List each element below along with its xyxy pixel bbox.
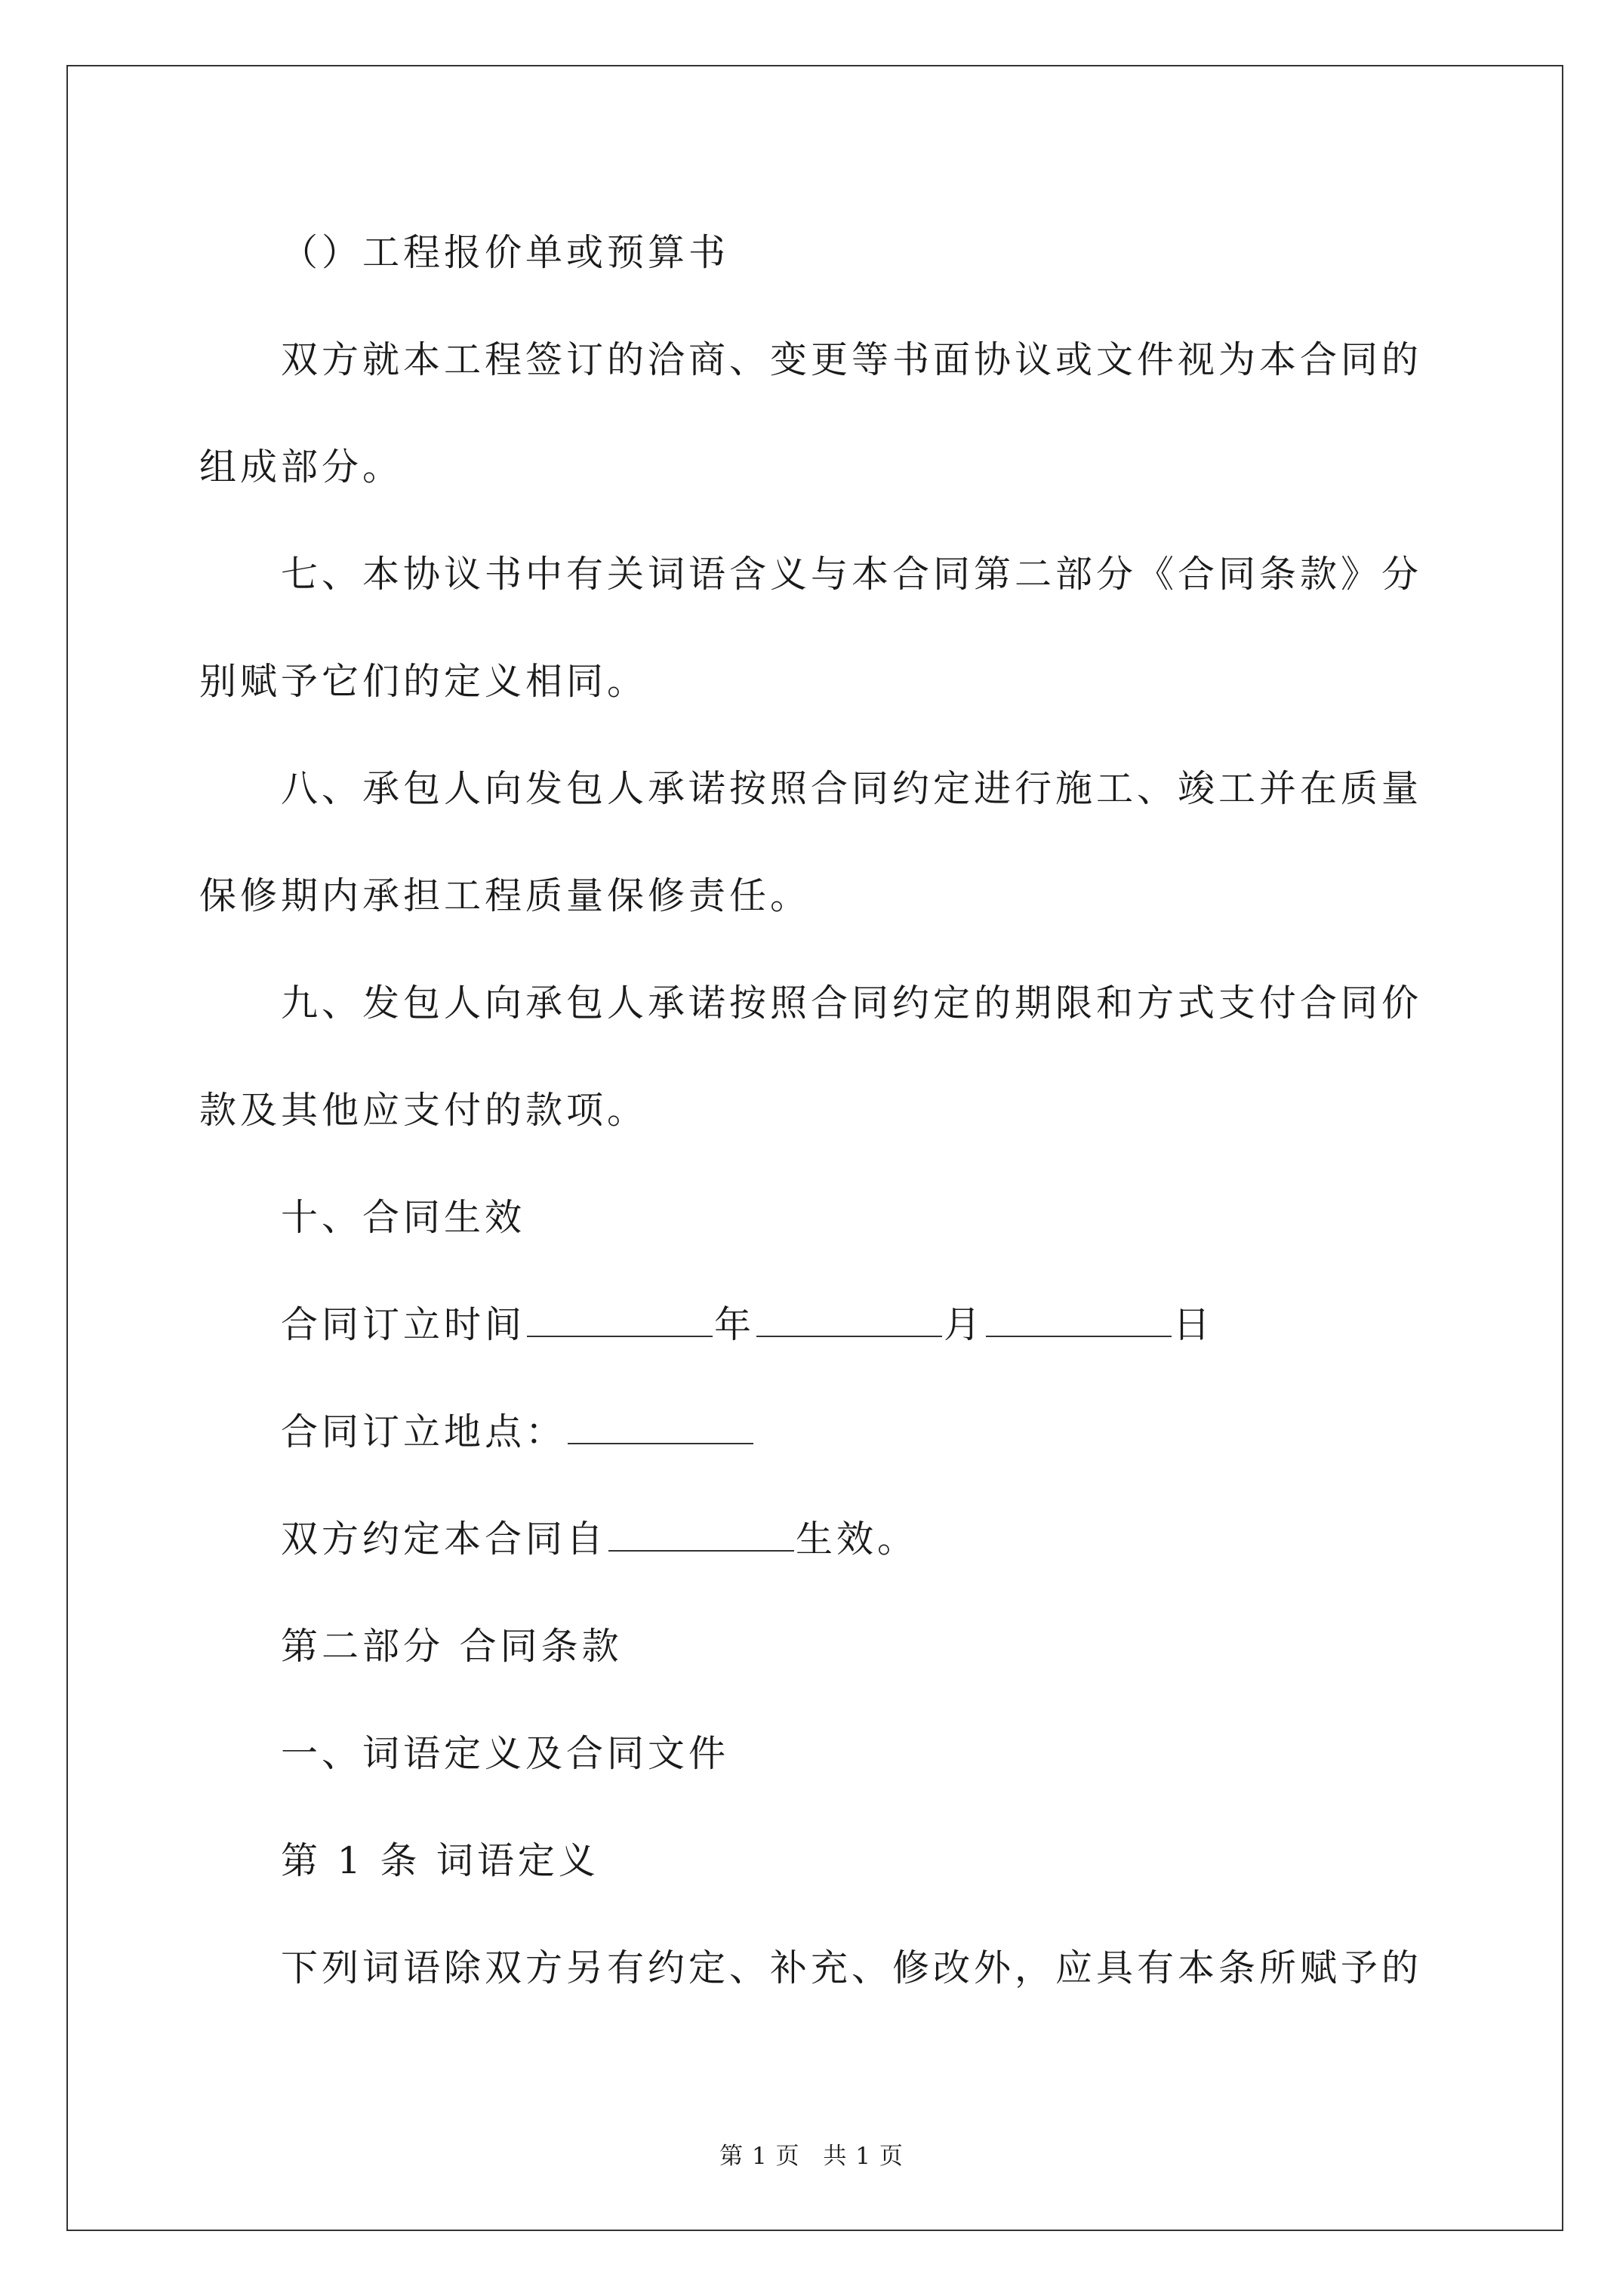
signing-place-label: 合同订立地点： — [281, 1410, 567, 1453]
article-heading: 第 1 条 词语定义 — [281, 1839, 599, 1882]
year-blank — [527, 1335, 713, 1337]
paragraph-continuation: 别赋予它们的定义相同。 — [199, 660, 648, 703]
effective-suffix: 生效。 — [796, 1518, 919, 1561]
section-heading: 一、词语定义及合同文件 — [281, 1732, 730, 1775]
paragraph: 七、本协议书中有关词语含义与本合同第二部分《合同条款》分 — [281, 553, 1423, 596]
paragraph: （）工程报价单或预算书 — [281, 231, 730, 274]
paragraph: 下列词语除双方另有约定、补充、修改外，应具有本条所赋予的 — [281, 1946, 1423, 1989]
year-label: 年 — [714, 1303, 756, 1346]
paragraph: 双方就本工程签订的洽商、变更等书面协议或文件视为本合同的 — [281, 338, 1423, 381]
paragraph: 九、发包人向承包人承诺按照合同约定的期限和方式支付合同价 — [281, 982, 1423, 1025]
page-number: 第 1 页 — [719, 2143, 800, 2170]
effective-line — [281, 1518, 919, 1561]
month-blank — [756, 1335, 942, 1337]
signing-place-line — [281, 1410, 755, 1453]
section-heading: 十、合同生效 — [281, 1196, 526, 1239]
day-blank — [986, 1335, 1172, 1337]
paragraph-continuation: 款及其他应支付的款项。 — [199, 1089, 648, 1132]
page-border — [66, 65, 1563, 2231]
effective-prefix: 双方约定本合同自 — [281, 1518, 608, 1561]
page-footer — [0, 2137, 1623, 2171]
paragraph-continuation: 组成部分。 — [199, 445, 404, 488]
month-label: 月 — [944, 1303, 985, 1346]
signing-date-line — [281, 1303, 1215, 1346]
signing-date-label: 合同订立时间 — [281, 1303, 526, 1346]
place-blank — [568, 1442, 753, 1444]
paragraph: 八、承包人向发包人承诺按照合同约定进行施工、竣工并在质量 — [281, 767, 1423, 810]
effective-blank — [608, 1549, 794, 1552]
page-total: 共 1 页 — [823, 2143, 904, 2170]
day-label: 日 — [1173, 1303, 1215, 1346]
part-heading: 第二部分 合同条款 — [281, 1625, 623, 1668]
paragraph-continuation: 保修期内承担工程质量保修责任。 — [199, 874, 812, 917]
